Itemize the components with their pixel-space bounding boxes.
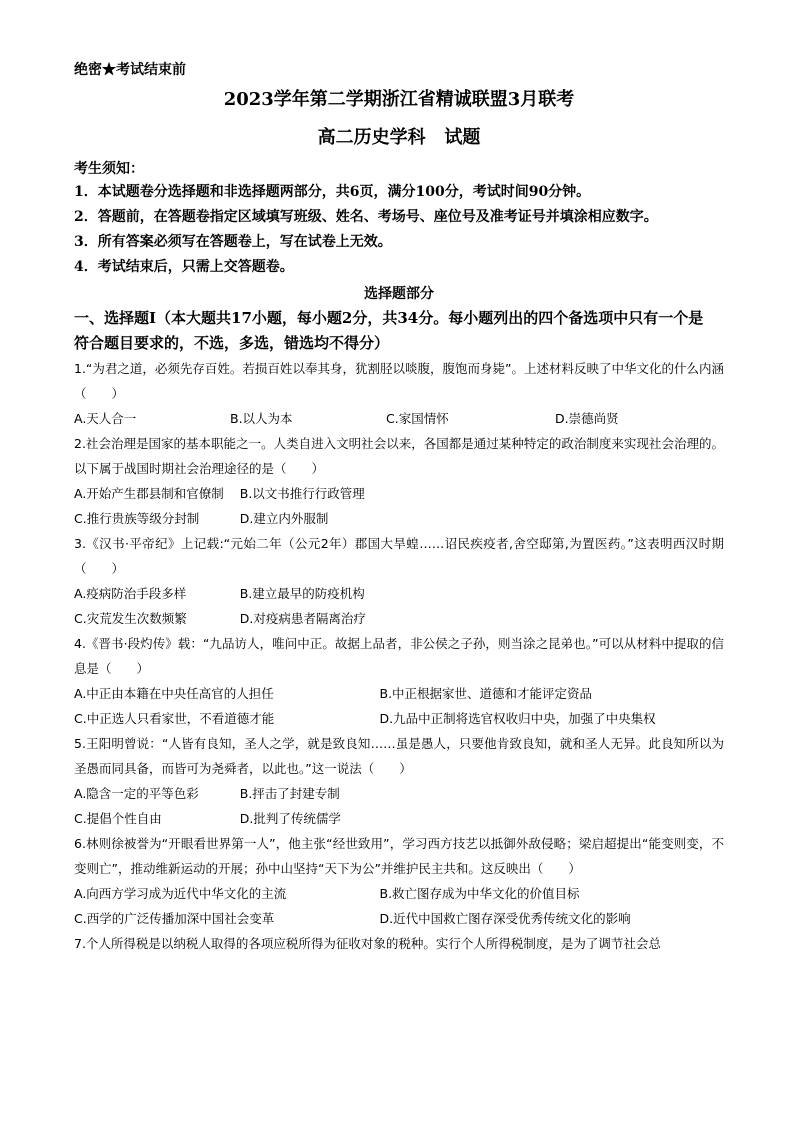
notice-item-3: 3．所有答案必须写在答题卷上，写在试卷上无效。 [74, 234, 392, 250]
question-1 [74, 356, 724, 431]
question-3-option-d: D.对疫病患者隔离治疗 [239, 611, 366, 626]
question-6 [74, 831, 724, 931]
question-6-option-b: B.救亡图存成为中华文化的价值目标 [379, 886, 580, 901]
question-2-option-c: C.推行贵族等级分封制 [74, 511, 200, 526]
question-1-options [74, 406, 724, 431]
question-1-option-d: D.崇德尚贤 [555, 411, 619, 426]
question-2-text: 2.社会治理是国家的基本职能之一。人类自进入文明社会以来，各国都是通过某种特定的政治制度来实现社会治理的。以下属于战国时期社会治理途径的是（ ） [74, 436, 724, 476]
question-1-option-c: C.家国情怀 [386, 411, 449, 426]
question-3-option-a: A.疫病防治手段多样 [74, 586, 187, 601]
question-3-option-b: B.建立最早的防疫机构 [239, 586, 365, 601]
question-5-option-b: B.抨击了封建专制 [239, 786, 340, 801]
question-5-text: 5.王阳明曾说：“人皆有良知，圣人之学，就是致良知……虽是愚人，只要他肯致良知，就和圣人无异。此良知所以为圣愚而同具备，而皆可为尧舜者，以此也。”这一说法（ ） [74, 736, 724, 776]
question-3-option-c: C.灾荒发生次数频繁 [74, 611, 187, 626]
question-4-text: 4.《晋书·段灼传》载：“九品访人，唯问中正。故据上品者，非公侯之子孙，则当涂之昆弟也。”可以从材料中提取的信息是（ ） [74, 636, 724, 676]
question-6-options-row1 [74, 881, 724, 906]
question-5-option-d: D.批判了传统儒学 [239, 811, 341, 826]
question-3 [74, 531, 724, 631]
confidential-label: 绝密★考试结束前 [74, 62, 186, 78]
question-1-option-a: A.天人合一 [74, 411, 137, 426]
question-2-options-row1 [74, 481, 724, 506]
question-3-options-row1 [74, 581, 724, 606]
question-6-text: 6.林则徐被誉为“开眼看世界第一人”，他主张“经世致用”，学习西方技艺以抵御外敌侵略；梁启超提出“能变则变，不变则亡”，推动维新运动的开展；孙中山坚持“天下为公”并维护民主共和。这反映出（ ） [74, 836, 724, 876]
section-instruction-line2: 符合题目要求的，不选，多选，错选均不得分） [74, 334, 390, 352]
question-4-option-b: B.中正根据家世、道德和才能评定资品 [379, 686, 593, 701]
question-6-option-c: C.西学的广泛传播加深中国社会变革 [74, 911, 275, 926]
question-6-option-d: D.近代中国救亡图存深受优秀传统文化的影响 [379, 911, 631, 926]
section-title: 选择题部分 [364, 286, 434, 302]
question-4-options-row1 [74, 681, 724, 706]
question-5-option-a: A.隐含一定的平等色彩 [74, 786, 199, 801]
notice-heading: 考生须知： [74, 161, 144, 177]
question-6-options-row2 [74, 906, 724, 931]
section-instruction-line1: 一、选择题Ⅰ（本大题共17小题，每小题2分，共34分。每小题列出的四个备选项中只有一个是 [74, 309, 704, 327]
question-1-option-b: B.以人为本 [230, 411, 293, 426]
question-3-options-row2 [74, 606, 724, 631]
exam-subtitle: 高二历史学科 试题 [317, 127, 481, 148]
notice-item-2: 2．答题前，在答题卷指定区域填写班级、姓名、考场号、座位号及准考证号并填涂相应数字。 [74, 209, 658, 225]
question-2-option-d: D.建立内外服制 [239, 511, 329, 526]
question-7 [74, 931, 724, 956]
exam-page [74, 60, 724, 956]
question-4-option-d: D.九品中正制将选官权收归中央，加强了中央集权 [379, 711, 656, 726]
question-5-options-row1 [74, 781, 724, 806]
question-4-option-a: A.中正由本籍在中央任高官的人担任 [74, 686, 274, 701]
question-2-options-row2 [74, 506, 724, 531]
question-3-text: 3.《汉书·平帝纪》上记载:“元始二年（公元2年）郡国大旱蝗……诏民疾疫者,舍空邸第,为置医药。”这表明西汉时期（ ） [74, 536, 724, 576]
question-7-text: 7.个人所得税是以纳税人取得的各项应税所得为征收对象的税种。实行个人所得税制度，是为了调节社会总 [74, 936, 661, 951]
question-2 [74, 431, 724, 531]
question-5 [74, 731, 724, 831]
question-2-option-b: B.以文书推行行政管理 [239, 486, 365, 501]
question-5-option-c: C.提倡个性自由 [74, 811, 162, 826]
question-4-option-c: C.中正选人只看家世，不看道德才能 [74, 711, 275, 726]
exam-title: 2023学年第二学期浙江省精诚联盟3月联考 [223, 89, 575, 110]
question-4 [74, 631, 724, 731]
question-6-option-a: A.向西方学习成为近代中华文化的主流 [74, 886, 287, 901]
notice-item-4: 4．考试结束后，只需上交答题卷。 [74, 259, 294, 275]
notice-item-1: 1．本试题卷分选择题和非选择题两部分，共6页，满分100分，考试时间90分钟。 [74, 184, 591, 200]
question-5-options-row2 [74, 806, 724, 831]
question-1-text: 1.“为君之道，必须先存百姓。若损百姓以奉其身，犹割胫以啖腹，腹饱而身毙”。上述材料反映了中华文化的什么内涵（ ） [74, 361, 724, 401]
question-2-option-a: A.开始产生郡县制和官僚制 [74, 486, 224, 501]
question-4-options-row2 [74, 706, 724, 731]
